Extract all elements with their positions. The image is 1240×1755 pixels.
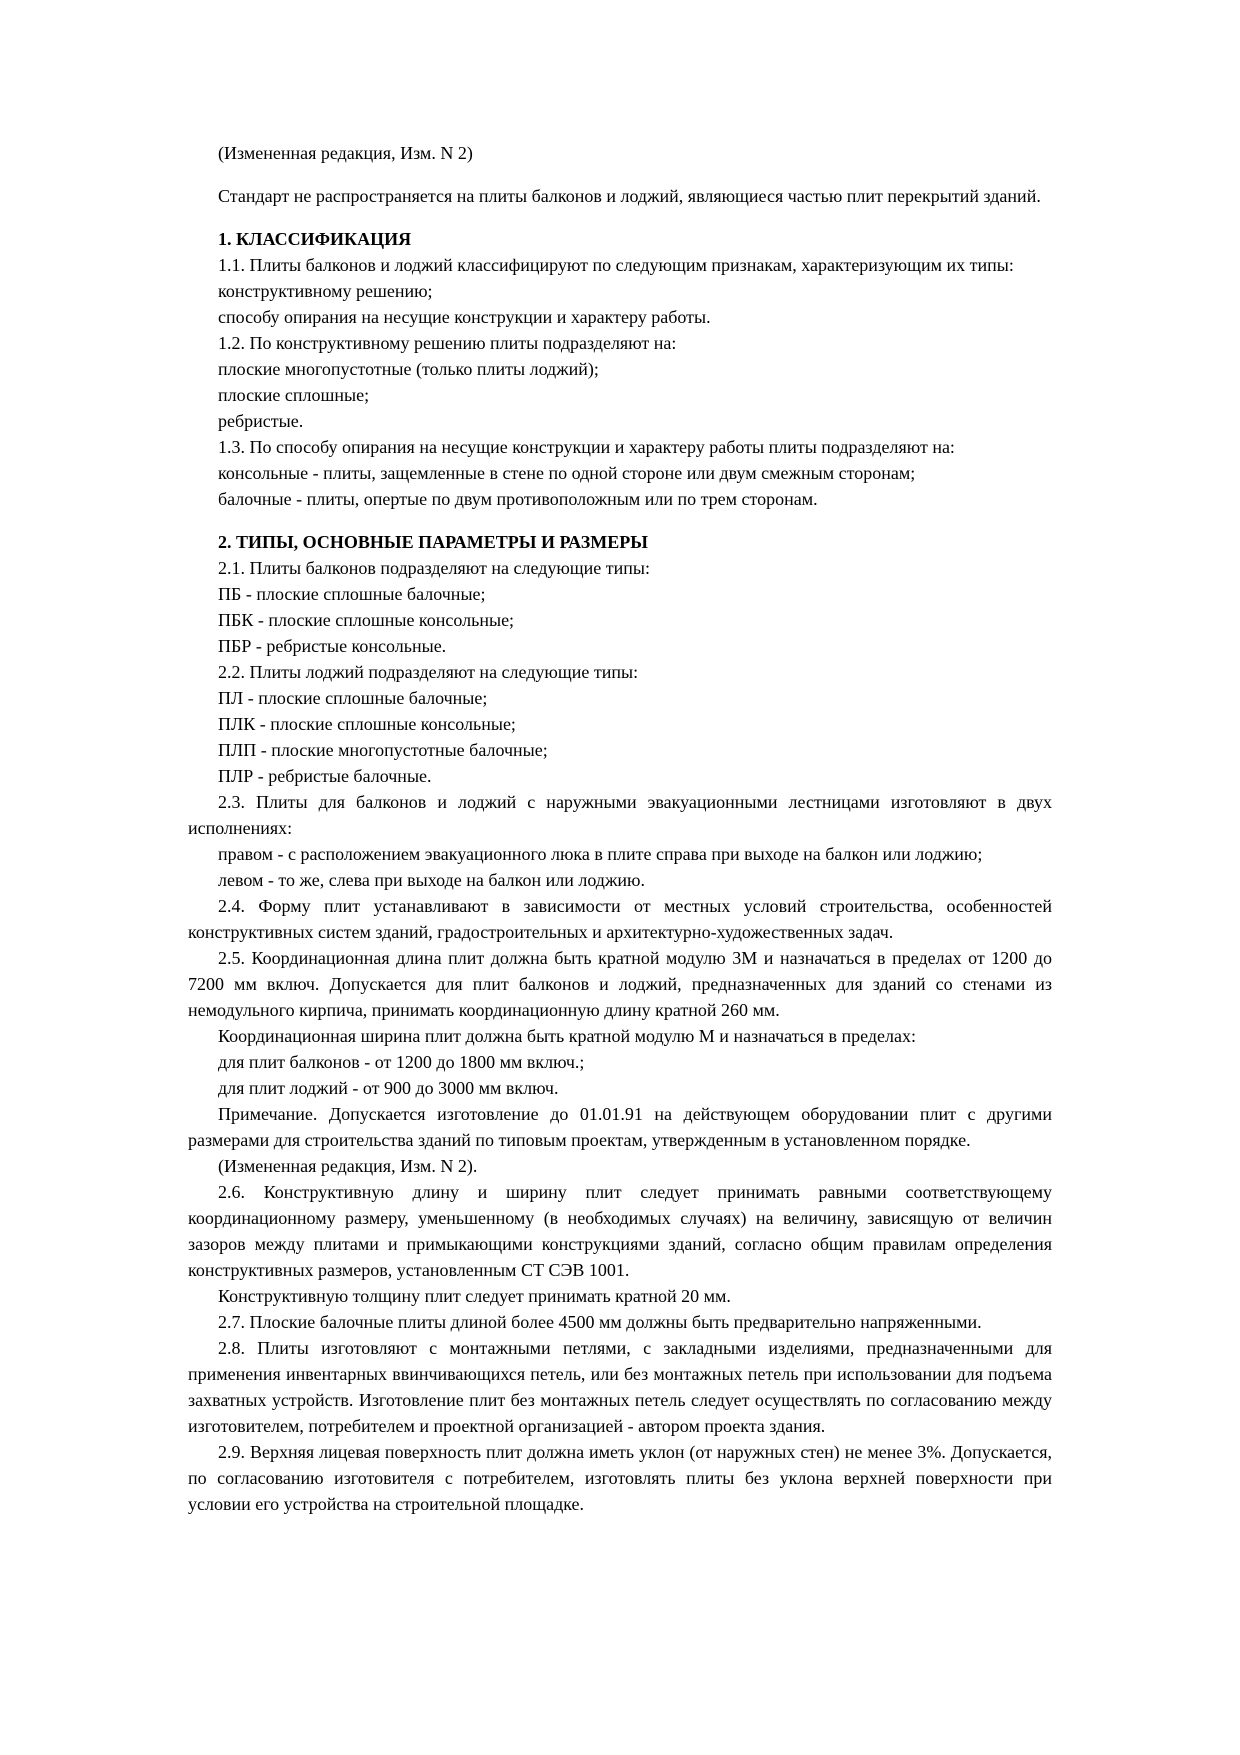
paragraph: ПЛК - плоские сплошные консольные; (218, 714, 516, 734)
paragraph: Стандарт не распространяется на плиты балконов и лоджий, являющиеся частью плит перекрытий зданий. (218, 186, 1041, 206)
paragraph: Координационная ширина плит должна быть кратной модулю М и назначаться в пределах: (218, 1026, 917, 1046)
paragraph: ПЛ - плоские сплошные балочные; (218, 688, 488, 708)
document-body (188, 140, 1052, 1517)
section-heading: 1. КЛАССИФИКАЦИЯ (218, 229, 412, 249)
paragraph: 2.1. Плиты балконов подразделяют на следующие типы: (218, 558, 651, 578)
paragraph: 1.3. По способу опирания на несущие конструкции и характеру работы плиты подразделяют на: (218, 437, 955, 457)
section-heading: 2. ТИПЫ, ОСНОВНЫЕ ПАРАМЕТРЫ И РАЗМЕРЫ (218, 532, 648, 552)
paragraph: балочные - плиты, опертые по двум противоположным или по трем сторонам. (218, 489, 818, 509)
paragraph: 1.2. По конструктивному решению плиты подразделяют на: (218, 333, 677, 353)
paragraph: левом - то же, слева при выходе на балкон или лоджию. (218, 870, 645, 890)
paragraph: правом - с расположением эвакуационного люка в плите справа при выходе на балкон или лоджию; (218, 844, 983, 864)
paragraph: 2.4. Форму плит устанавливают в зависимости от местных условий строительства, особенностей конструктивных систем зданий, градостроительных и архитектурно-художественных задач. (188, 896, 1052, 942)
paragraph: Примечание. Допускается изготовление до 01.01.91 на действующем оборудовании плит с другими размерами для строительства зданий по типовым проектам, утвержденным в установленном порядке. (188, 1104, 1052, 1150)
paragraph: 2.2. Плиты лоджий подразделяют на следующие типы: (218, 662, 639, 682)
paragraph: ПБК - плоские сплошные консольные; (218, 610, 515, 630)
paragraph: консольные - плиты, защемленные в стене по одной стороне или двум смежным сторонам; (218, 463, 916, 483)
paragraph: для плит лоджий - от 900 до 3000 мм включ. (218, 1078, 559, 1098)
paragraph: (Измененная редакция, Изм. N 2) (218, 143, 473, 163)
paragraph: ПЛП - плоские многопустотные балочные; (218, 740, 548, 760)
paragraph: 2.9. Верхняя лицевая поверхность плит должна иметь уклон (от наружных стен) не менее 3%. Допускается, по согласованию изготовителя с потребителем, изготовлять плиты без уклона верхней поверхности при условии его устройства на строительной площадке. (188, 1442, 1052, 1514)
paragraph: ПБ - плоские сплошные балочные; (218, 584, 486, 604)
paragraph: ребристые. (218, 411, 304, 431)
paragraph: 2.5. Координационная длина плит должна быть кратной модулю 3М и назначаться в пределах от 1200 до 7200 мм включ. Допускается для плит балконов и лоджий, предназначенных для зданий со стенами из немодульного кирпича, принимать координационную длину кратной 260 мм. (188, 948, 1052, 1020)
paragraph: ПЛР - ребристые балочные. (218, 766, 432, 786)
paragraph: плоские сплошные; (218, 385, 370, 405)
paragraph: 2.8. Плиты изготовляют с монтажными петлями, с закладными изделиями, предназначенными для применения инвентарных ввинчивающихся петель, или без монтажных петель при использовании для подъема захватных устройств. Изготовление плит без монтажных петель следует осуществлять по согласованию между изготовителем, потребителем и проектной организацией - автором проекта здания. (188, 1338, 1052, 1436)
paragraph: способу опирания на несущие конструкции и характеру работы. (218, 307, 711, 327)
paragraph: для плит балконов - от 1200 до 1800 мм включ.; (218, 1052, 585, 1072)
paragraph: 2.7. Плоские балочные плиты длиной более 4500 мм должны быть предварительно напряженными. (218, 1312, 982, 1332)
paragraph: (Измененная редакция, Изм. N 2). (218, 1156, 478, 1176)
paragraph: 2.3. Плиты для балконов и лоджий с наружными эвакуационными лестницами изготовляют в двух исполнениях: (188, 792, 1052, 838)
paragraph: плоские многопустотные (только плиты лоджий); (218, 359, 599, 379)
paragraph: Конструктивную толщину плит следует принимать кратной 20 мм. (218, 1286, 731, 1306)
paragraph: конструктивному решению; (218, 281, 433, 301)
paragraph: 2.6. Конструктивную длину и ширину плит следует принимать равными соответствующему координационному размеру, уменьшенному (в необходимых случаях) на величину, зависящую от величин зазоров между плитами и примыкающими конструкциями зданий, согласно общим правилам определения конструктивных размеров, установленным СТ СЭВ 1001. (188, 1182, 1052, 1280)
paragraph: ПБР - ребристые консольные. (218, 636, 447, 656)
paragraph: 1.1. Плиты балконов и лоджий классифицируют по следующим признакам, характеризующим их типы: (218, 255, 1014, 275)
